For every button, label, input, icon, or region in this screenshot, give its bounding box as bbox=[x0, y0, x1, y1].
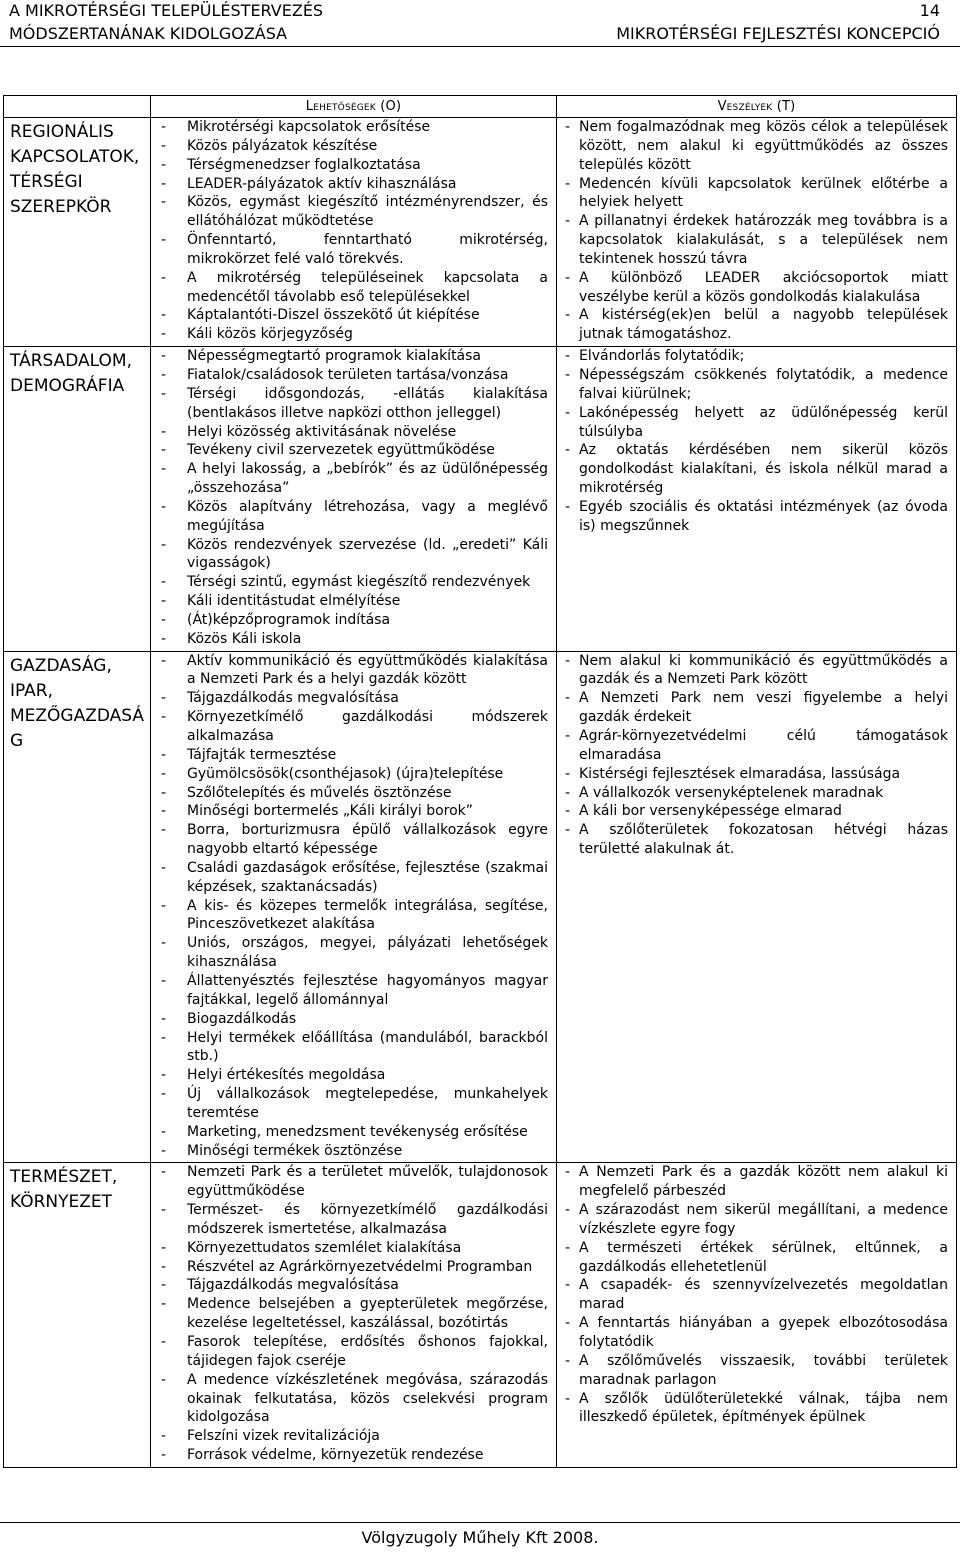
table-header-row bbox=[4, 96, 957, 118]
threat-item: - A pillanatnyi érdekek határozzák meg továbbra is a kapcsolatok kialakulását, s a települések nem tekintenek hosszú távra bbox=[565, 212, 948, 269]
opportunity-item: - Fiatalok/családosok területen tartása/vonzása bbox=[159, 366, 548, 385]
threat-item: - A szőlőművelés visszaesik, további területek maradnak parlagon bbox=[565, 1352, 948, 1390]
opportunity-item: - Káli identitástudat elmélyítése bbox=[159, 592, 548, 611]
category-cell bbox=[4, 651, 151, 1163]
opportunity-item: - Közös Káli iskola bbox=[159, 630, 548, 649]
threat-item: - Agrár-környezetvédelmi célú támogatások elmaradása bbox=[565, 727, 948, 765]
opportunity-item: - Szőlőtelepítés és művelés ösztönzése bbox=[159, 784, 548, 803]
threat-item: - A vállalkozók versenyképtelenek maradnak bbox=[565, 784, 948, 803]
swot-table-body bbox=[4, 118, 957, 1468]
opportunity-item: - Káli közös körjegyzőség bbox=[159, 325, 548, 344]
opportunity-item: - Részvétel az Agrárkörnyezetvédelmi Programban bbox=[159, 1258, 548, 1277]
opportunities-list bbox=[151, 118, 556, 346]
opportunity-item: - Káptalantóti-Diszel összekötő út kiépítése bbox=[159, 306, 548, 325]
threat-item: - A szőlők üdülőterületekké válnak, tájba nem illeszkedő épületek, építmények épülnek bbox=[565, 1390, 948, 1428]
opportunity-item: - Helyi értékesítés megoldása bbox=[159, 1066, 548, 1085]
opportunity-item: - A helyi lakosság, a „bebírók” és az üdülőnépesség „összehozása” bbox=[159, 460, 548, 498]
opportunity-item: - Tevékeny civil szervezetek együttműködése bbox=[159, 441, 548, 460]
table-row bbox=[4, 651, 957, 1163]
threat-item: - A szőlőterületek fokozatosan hétvégi házas területté alakulnak át. bbox=[565, 821, 948, 859]
opportunity-item: - Medence belsejében a gyepterületek megőrzése, kezelése legeltetéssel, kaszálással, bozótirtás bbox=[159, 1295, 548, 1333]
opportunity-item: - Új vállalkozások megtelepedése, munkahelyek teremtése bbox=[159, 1085, 548, 1123]
opportunity-item: - Gyümölcsösök(csonthéjasok) (újra)telepítése bbox=[159, 765, 548, 784]
opportunity-item: - Önfenntartó, fenntartható mikrotérség, mikrokörzet felé való törekvés. bbox=[159, 231, 548, 269]
threat-item: - Egyéb szociális és oktatási intézmények (az óvoda is) megszűnnek bbox=[565, 498, 948, 536]
opportunity-item: - Térségi idősgondozás, -ellátás kialakítása (bentlakásos illetve napközi otthon jelleggel) bbox=[159, 385, 548, 423]
opportunity-item: - LEADER-pályázatok aktív kihasználása bbox=[159, 175, 548, 194]
category-cell bbox=[4, 347, 151, 652]
footer-text: Völgyzugoly Műhely Kft 2008. bbox=[361, 1528, 599, 1547]
opportunity-item: - Marketing, menedzsment tevékenység erősítése bbox=[159, 1123, 548, 1142]
opportunities-cell bbox=[151, 1163, 557, 1468]
table-row bbox=[4, 118, 957, 347]
opportunity-item: - Természet- és környezetkímélő gazdálkodási módszerek ismertetése, alkalmazása bbox=[159, 1201, 548, 1239]
threat-item: - Nem alakul ki kommunikáció és együttműködés a gazdák és a Nemzeti Park között bbox=[565, 652, 948, 690]
threat-item: - A szárazodást nem sikerül megállítani, a medence vízkészlete egyre fogy bbox=[565, 1201, 948, 1239]
threat-item: - A különböző LEADER akciócsoportok miatt veszélybe kerül a közös gondolkodás kialakulása bbox=[565, 269, 948, 307]
category-cell bbox=[4, 1163, 151, 1468]
opportunity-item: - Tájgazdálkodás megvalósítása bbox=[159, 689, 548, 708]
opportunity-item: - Térségmenedzser foglalkoztatása bbox=[159, 156, 548, 175]
opportunity-item: - Aktív kommunikáció és együttműködés kialakítása a Nemzeti Park és a helyi gazdák között bbox=[159, 652, 548, 690]
threat-item: - A káli bor versenyképessége elmarad bbox=[565, 802, 948, 821]
category-cell bbox=[4, 118, 151, 347]
threat-item: - Népességszám csökkenés folytatódik, a medence falvai kiürülnek; bbox=[565, 366, 948, 404]
threats-list bbox=[557, 347, 956, 537]
header-document-title: MIKROTÉRSÉGI FEJLESZTÉSI KONCEPCIÓ bbox=[616, 24, 940, 43]
opportunity-item: - Helyi termékek előállítása (mandulából, barackból stb.) bbox=[159, 1029, 548, 1067]
opportunity-item: - Fasorok telepítése, erdősítés őshonos fajokkal, tájidegen fajok cseréje bbox=[159, 1333, 548, 1371]
header-title-line1: A MIKROTÉRSÉGI TELEPÜLÉSTERVEZÉS bbox=[9, 1, 324, 20]
header-title-line2: MÓDSZERTANÁNAK KIDOLGOZÁSA bbox=[9, 24, 288, 43]
opportunities-cell bbox=[151, 347, 557, 652]
threat-item: - A fenntartás hiányában a gyepek elbozótosodása folytatódik bbox=[565, 1314, 948, 1352]
footer-rule bbox=[0, 1522, 960, 1523]
opportunity-item: - Állattenyésztés fejlesztése hagyományos magyar fajtákkal, legelő állománnyal bbox=[159, 972, 548, 1010]
opportunity-item: - Források védelme, környezetük rendezése bbox=[159, 1446, 548, 1465]
category-label: TÁRSADALOM, DEMOGRÁFIA bbox=[10, 351, 132, 397]
threats-cell bbox=[557, 651, 957, 1163]
threats-cell bbox=[557, 1163, 957, 1468]
table-row bbox=[4, 347, 957, 652]
table-row bbox=[4, 1163, 957, 1468]
opportunity-item: - A kis- és közepes termelők integrálása, segítése, Pinceszövetkezet alakítása bbox=[159, 897, 548, 935]
threat-item: - Lakónépesség helyett az üdülőnépesség kerül túlsúlyba bbox=[565, 404, 948, 442]
opportunity-item: - A mikrotérség településeinek kapcsolata a medencétől távolabb eső településekkel bbox=[159, 269, 548, 307]
opportunity-item: - Nemzeti Park és a területet művelők, tulajdonosok együttműködése bbox=[159, 1163, 548, 1201]
opportunity-item: - Helyi közösség aktivitásának növelése bbox=[159, 423, 548, 442]
swot-table bbox=[3, 95, 957, 1468]
category-label: REGIONÁLIS KAPCSOLATOK, TÉRSÉGI SZEREPKÖR bbox=[10, 122, 140, 217]
opportunities-list bbox=[151, 652, 556, 1163]
threat-item: - A Nemzeti Park nem veszi figyelembe a helyi gazdák érdekeit bbox=[565, 689, 948, 727]
threat-item: - Medencén kívüli kapcsolatok kerülnek előtérbe a helyiek helyett bbox=[565, 175, 948, 213]
opportunity-item: - Népességmegtartó programok kialakítása bbox=[159, 347, 548, 366]
opportunities-cell bbox=[151, 651, 557, 1163]
opportunity-item: - (Át)képzőprogramok indítása bbox=[159, 611, 548, 630]
opportunity-item: - Borra, borturizmusra épülő vállalkozások egyre nagyobb eltartó képessége bbox=[159, 821, 548, 859]
opportunities-cell bbox=[151, 118, 557, 347]
threat-item: - A kistérség(ek)en belül a nagyobb települések jutnak támogatáshoz. bbox=[565, 306, 948, 344]
opportunity-item: - A medence vízkészletének megóvása, szárazodás okainak felkutatása, közös cselekvési program kidolgozása bbox=[159, 1371, 548, 1428]
opportunity-item: - Biogazdálkodás bbox=[159, 1010, 548, 1029]
opportunity-item: - Családi gazdaságok erősítése, fejlesztése (szakmai képzések, szaktanácsadás) bbox=[159, 859, 548, 897]
threat-item: - A csapadék- és szennyvízelvezetés megoldatlan marad bbox=[565, 1276, 948, 1314]
opportunities-list bbox=[151, 347, 556, 651]
column-header-threats: Veszélyek (T) bbox=[557, 96, 957, 118]
category-label: TERMÉSZET, KÖRNYEZET bbox=[10, 1167, 118, 1213]
page-header bbox=[0, 0, 960, 46]
opportunity-item: - Térségi szintű, egymást kiegészítő rendezvények bbox=[159, 573, 548, 592]
column-header-opportunities: Lehetőségek (O) bbox=[151, 96, 557, 118]
opportunities-list bbox=[151, 1163, 556, 1467]
opportunity-item: - Tájgazdálkodás megvalósítása bbox=[159, 1276, 548, 1295]
threats-cell bbox=[557, 347, 957, 652]
page-footer bbox=[0, 1528, 960, 1547]
opportunity-item: - Közös, egymást kiegészítő intézményrendszer, és ellátóhálózat működtetése bbox=[159, 193, 548, 231]
threat-item: - A természeti értékek sérülnek, eltűnnek, a gazdálkodás ellehetetlenül bbox=[565, 1239, 948, 1277]
opportunity-item: - Közös pályázatok készítése bbox=[159, 137, 548, 156]
opportunity-item: - Uniós, országos, megyei, pályázati lehetőségek kihasználása bbox=[159, 934, 548, 972]
opportunity-item: - Minőségi termékek ösztönzése bbox=[159, 1142, 548, 1161]
threats-cell bbox=[557, 118, 957, 347]
threat-item: - Kistérségi fejlesztések elmaradása, lassúsága bbox=[565, 765, 948, 784]
opportunity-item: - Közös rendezvények szervezése (ld. „eredeti” Káli vigasságok) bbox=[159, 536, 548, 574]
opportunity-item: - Minőségi bortermelés „Káli királyi borok” bbox=[159, 802, 548, 821]
opportunity-item: - Mikrotérségi kapcsolatok erősítése bbox=[159, 118, 548, 137]
opportunity-item: - Tájfajták termesztése bbox=[159, 746, 548, 765]
threat-item: - Elvándorlás folytatódik; bbox=[565, 347, 948, 366]
threat-item: - Az oktatás kérdésében nem sikerül közös gondolkodást kialakítani, és iskola nélkül marad a mikrotérség bbox=[565, 441, 948, 498]
threat-item: - Nem fogalmazódnak meg közös célok a települések között, nem alakul ki együttműködés az összes település között bbox=[565, 118, 948, 175]
threats-list bbox=[557, 652, 956, 861]
threats-list bbox=[557, 1163, 956, 1429]
opportunity-item: - Felszíni vizek revitalizációja bbox=[159, 1427, 548, 1446]
opportunity-item: - Környezetkímélő gazdálkodási módszerek alkalmazása bbox=[159, 708, 548, 746]
header-rule bbox=[0, 46, 960, 47]
threat-item: - A Nemzeti Park és a gazdák között nem alakul ki megfelelő párbeszéd bbox=[565, 1163, 948, 1201]
opportunity-item: - Környezettudatos szemlélet kialakítása bbox=[159, 1239, 548, 1258]
page-number: 14 bbox=[919, 1, 940, 20]
threats-list bbox=[557, 118, 956, 346]
category-label: GAZDASÁG, IPAR, MEZŐGAZDASÁG bbox=[10, 655, 145, 751]
opportunity-item: - Közös alapítvány létrehozása, vagy a meglévő megújítása bbox=[159, 498, 548, 536]
header-empty-cell bbox=[4, 96, 151, 118]
